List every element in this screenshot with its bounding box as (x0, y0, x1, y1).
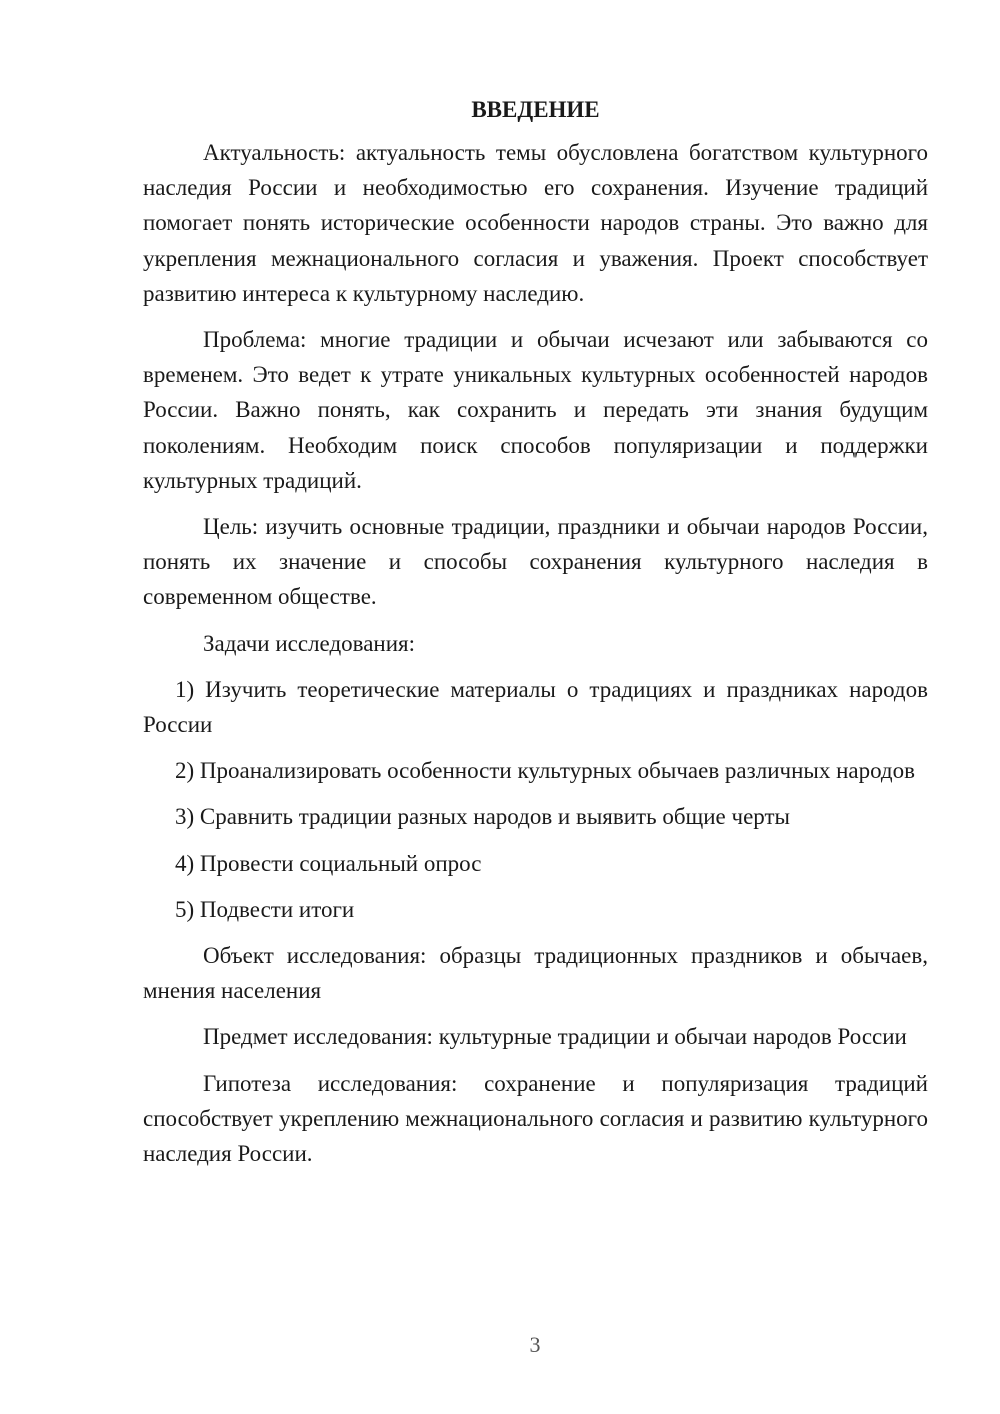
task-item-5: 5) Подвести итоги (175, 896, 355, 922)
page-number: 3 (529, 1332, 541, 1357)
task-item-2: 2) Проанализировать особенности культурных обычаев различных народов (175, 758, 915, 784)
task-item-1: 1) Изучить теоретические материалы о традициях и праздниках народов России (143, 676, 928, 738)
goal-paragraph: Цель: изучить основные традиции, праздники и обычаи народов России, понять их значение и способы сохранения культурного наследия в современном обществе. (143, 514, 928, 610)
tasks-heading: Задачи исследования: (203, 630, 416, 656)
object-paragraph: Объект исследования: образцы традиционных праздников и обычаев, мнения населения (143, 943, 928, 1004)
task-item-3: 3) Сравнить традиции разных народов и выявить общие черты (175, 804, 790, 830)
page-title: ВВЕДЕНИЕ (471, 97, 600, 122)
task-item-4: 4) Провести социальный опрос (175, 850, 482, 876)
relevance-paragraph: Актуальность: актуальность темы обусловлена богатством культурного наследия России и необходимостью его сохранения. Изучение традиций помогает понять исторические особенности народов страны. Это важно для укрепления межнационального согласия и уважения. Проект способствует развитию интереса к культурному наследию. (143, 140, 928, 306)
hypothesis-paragraph: Гипотеза исследования: сохранение и популяризация традиций способствует укреплению межнационального согласия и развитию культурного наследия России. (143, 1070, 928, 1167)
problem-paragraph: Проблема: многие традиции и обычаи исчезают или забываются со временем. Это ведет к утрате уникальных культурных особенностей народов России. Важно понять, как сохранить и передать эти знания будущим поколениям. Необходим поиск способов популяризации и поддержки культурных традиций. (143, 327, 928, 493)
subject-paragraph: Предмет исследования: культурные традиции и обычаи народов России (203, 1024, 907, 1050)
page-content (143, 92, 928, 1182)
